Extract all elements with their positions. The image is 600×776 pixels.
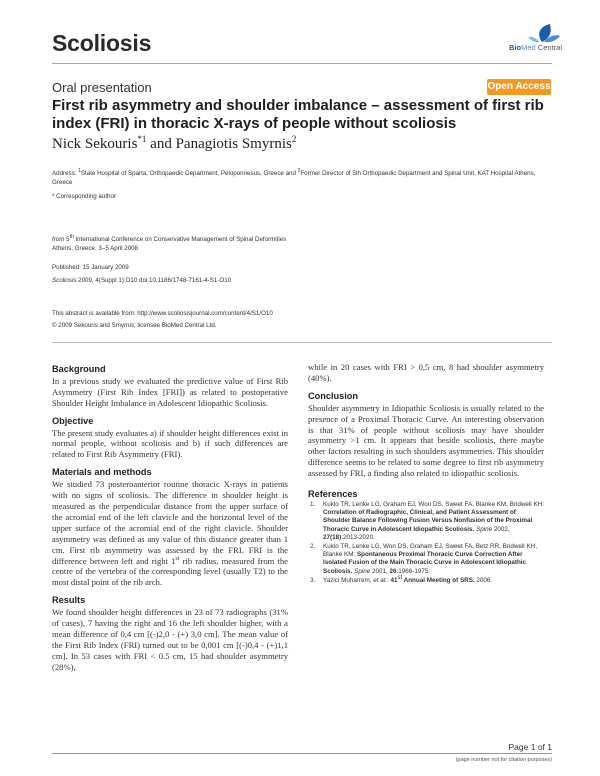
- author-1-sup: *1: [137, 134, 147, 144]
- methods-text-a: We studied 73 posteroanterior routine thoracic X-rays in patients with no signs of scoliosis. The difference in shoulder height is measured as the perpendicular distance from the upper surface of the acromial end of the left clavicle and the horizontal level of the upper surface of the acromial end of the right clavicle. Shoulder asymmetry was defined as any value of this distance greater than 1 cm. First rib asymmetry was assessed by the FRI. FRI is the difference between left and right 1: [52, 479, 288, 566]
- affiliation-1: State Hospital of Sparta, Orthopaedic Department, Peloponnesus, Greece and: [80, 170, 298, 178]
- reference-year: 2001,: [370, 567, 390, 575]
- author-1[interactable]: Nick Sekouris: [52, 136, 138, 152]
- reference-pages: :2013-2020.: [341, 533, 375, 541]
- reference-pages: :1966-1975.: [396, 567, 431, 575]
- reference-title: Correlation of Radiographic, Clinical, and Patient Assessment of Shoulder Balance Following Fusion Versus Nonfusion of the Proximal Thoracic Curve in Adolescent Idiopathic Scoliosis.: [323, 509, 533, 533]
- paper-type: Oral presentation: [52, 80, 152, 95]
- section-references: [308, 489, 544, 585]
- reference-journal: Spine: [474, 525, 493, 533]
- reference-etal: et al.: [373, 576, 387, 584]
- reference-year: 2002,: [492, 525, 510, 533]
- methods-text: [52, 479, 288, 588]
- methods-sup: st: [175, 555, 180, 562]
- section-conclusion: [308, 391, 544, 479]
- reference-authors: Yazici Muharrem,: [323, 576, 374, 584]
- reference-number: 3.: [310, 576, 316, 584]
- references-heading: References: [308, 489, 358, 500]
- results-continued-text: while in 20 cases with FRI > 0,5 cm, 8 had shoulder asymmetry (40%).: [308, 362, 544, 383]
- left-column: [52, 364, 288, 680]
- objective-text: The present study evaluates a) if shoulder height differences exist in normal people, without scoliosis and b) if such differences are related to First Rib Asymmetry (FRI).: [52, 427, 288, 460]
- biomed-leaf-icon: [492, 22, 562, 44]
- open-access-badge[interactable]: Open Access: [487, 79, 551, 95]
- right-column: [308, 362, 544, 592]
- results-continued: [308, 362, 544, 384]
- reference-title: Annual Meeting of SRS.: [402, 576, 475, 584]
- citation-line: [52, 276, 231, 285]
- reference-meeting-num: 41: [390, 576, 398, 584]
- conclusion-text: Shoulder asymmetry in Idiopathic Scoliosis is usually related to the presence of a Proximal Thoracic Curve. An interesting observation is that 31% of people without scoliosis may have shoulder asymmetry >1 cm. It appears that beside scoliosis, there maybe other factors resulting in such shoulders asymmetries. This shoulder difference seems to be related to some degree to first rib asymmetry assessed by FRI, a finding also related to idiopathic scoliosis.: [308, 402, 544, 479]
- reference-meeting-sup: st: [397, 574, 403, 581]
- reference-list: [308, 501, 544, 585]
- background-text: In a previous study we evaluated the predictive value of First Rib Asymmetry (First Rib Index [FRI]) as related to postoperative Shoulder Height Imbalance in Adolescent Idiopathic Scoliosis.: [52, 375, 288, 408]
- objective-heading: Objective: [52, 415, 94, 426]
- conference-num-sup: th: [69, 234, 74, 240]
- aff-2-sup: 2: [297, 168, 301, 174]
- citation-details: 2009, 4(Suppl 1):O10 doi:10.1186/1748-7161-4-S1-O10: [76, 277, 232, 284]
- methods-heading: Materials and methods: [52, 467, 152, 478]
- logo-central: Central: [535, 43, 562, 52]
- reference-volume: 26: [389, 567, 397, 575]
- citation-journal: Scoliosis: [52, 277, 77, 284]
- section-results: [52, 595, 288, 672]
- methods-text-b: rib radius, measured from the centre of the vertebra of the corresponding level (usually T2) to the most distal point of the rib arch.: [52, 555, 288, 588]
- availability-link[interactable]: This abstract is available from: http://www.scoliosisjournal.com/content/4/S1/O10: [52, 310, 273, 317]
- publisher-logo[interactable]: [492, 22, 562, 54]
- reference-title: Spontaneous Proximal Thoracic Curve Correction After Isolated Fusion of the Main Thoracic Curve in Adolescent Idiopathic Scoliosis.: [323, 551, 527, 575]
- author-2[interactable]: Panagiotis Smyrnis: [175, 136, 292, 152]
- article-title: First rib asymmetry and shoulder imbalance – assessment of first rib index (FRI) in thoracic X-rays of people without scoliosis: [52, 97, 544, 132]
- copyright: © 2009 Sekouris and Smyrnis; licensee BioMed Central Ltd.: [52, 322, 217, 329]
- corresponding-author: * Corresponding author: [52, 193, 116, 200]
- authors-conj: and: [146, 136, 176, 152]
- page-note: (page number not for citation purposes): [455, 757, 552, 763]
- authors-line: [52, 134, 552, 153]
- results-text: We found shoulder height differences in 23 of 73 radiographs (31% of cases), 7 having the right and 16 the left shoulder higher, with a mean difference of 0,4 cm [(-)2,0 - (+) 3,0 cm]. The mean value of the First Rib Index (FRI) turned out to be 0,001 cm [(-)0,4 - (+)1,1 cm]. In 53 cases with FRI < 0.5 cm, 15 had shoulder asymmetry (28%),: [52, 607, 288, 672]
- section-objective: [52, 416, 288, 461]
- address: [52, 167, 557, 187]
- aff-1-sup: 1: [78, 168, 81, 174]
- conclusion-heading: Conclusion: [308, 390, 359, 401]
- conference-info: [52, 233, 512, 253]
- reference-item: [308, 501, 544, 542]
- reference-sep: :: [386, 576, 391, 584]
- logo-med: Med: [521, 43, 536, 52]
- background-heading: Background: [52, 364, 106, 374]
- author-2-sup: 2: [291, 134, 297, 144]
- reference-journal: Spine: [352, 567, 371, 575]
- reference-authors: Kuklo TR, Lenke LG, Won DS, Graham EJ, Sweet FA, Betz RR, Bridwell KH, Blanke KM:: [323, 542, 537, 559]
- address-label: Address:: [52, 170, 79, 178]
- header-divider: [52, 63, 552, 64]
- reference-year: 2006.: [474, 576, 493, 584]
- reference-volume: 27(18): [323, 533, 342, 541]
- footer-divider: [52, 753, 552, 754]
- page-number: Page 1 of 1: [508, 742, 552, 752]
- results-heading: Results: [52, 595, 86, 606]
- section-methods: [52, 467, 288, 588]
- conference-name: International Conference on Conservative Management of Spinal Deformities: [73, 236, 287, 244]
- logo-bio: Bio: [509, 43, 522, 52]
- published-date: Published: 15 January 2009: [52, 264, 129, 271]
- reference-number: 1.: [310, 500, 316, 508]
- body-divider: [52, 342, 552, 343]
- from-prefix: from: [52, 236, 67, 244]
- reference-item: [308, 574, 544, 585]
- reference-number: 2.: [310, 542, 316, 550]
- section-background: [52, 364, 288, 409]
- conference-num: 5: [66, 236, 70, 244]
- affiliation-2: Former Director of 5th Orthopaedic Department and Spinal Unit, KAT Hospital Athens, Greece: [52, 170, 536, 187]
- conference-location: Athens, Greece. 3–5 April 2008: [52, 245, 138, 253]
- reference-authors: Kuklo TR, Lenke LG, Graham EJ, Won DS, Sweet FA, Blanke KM, Bridwell KH:: [323, 500, 544, 508]
- journal-title: Scoliosis: [52, 30, 152, 56]
- reference-item: [308, 543, 544, 576]
